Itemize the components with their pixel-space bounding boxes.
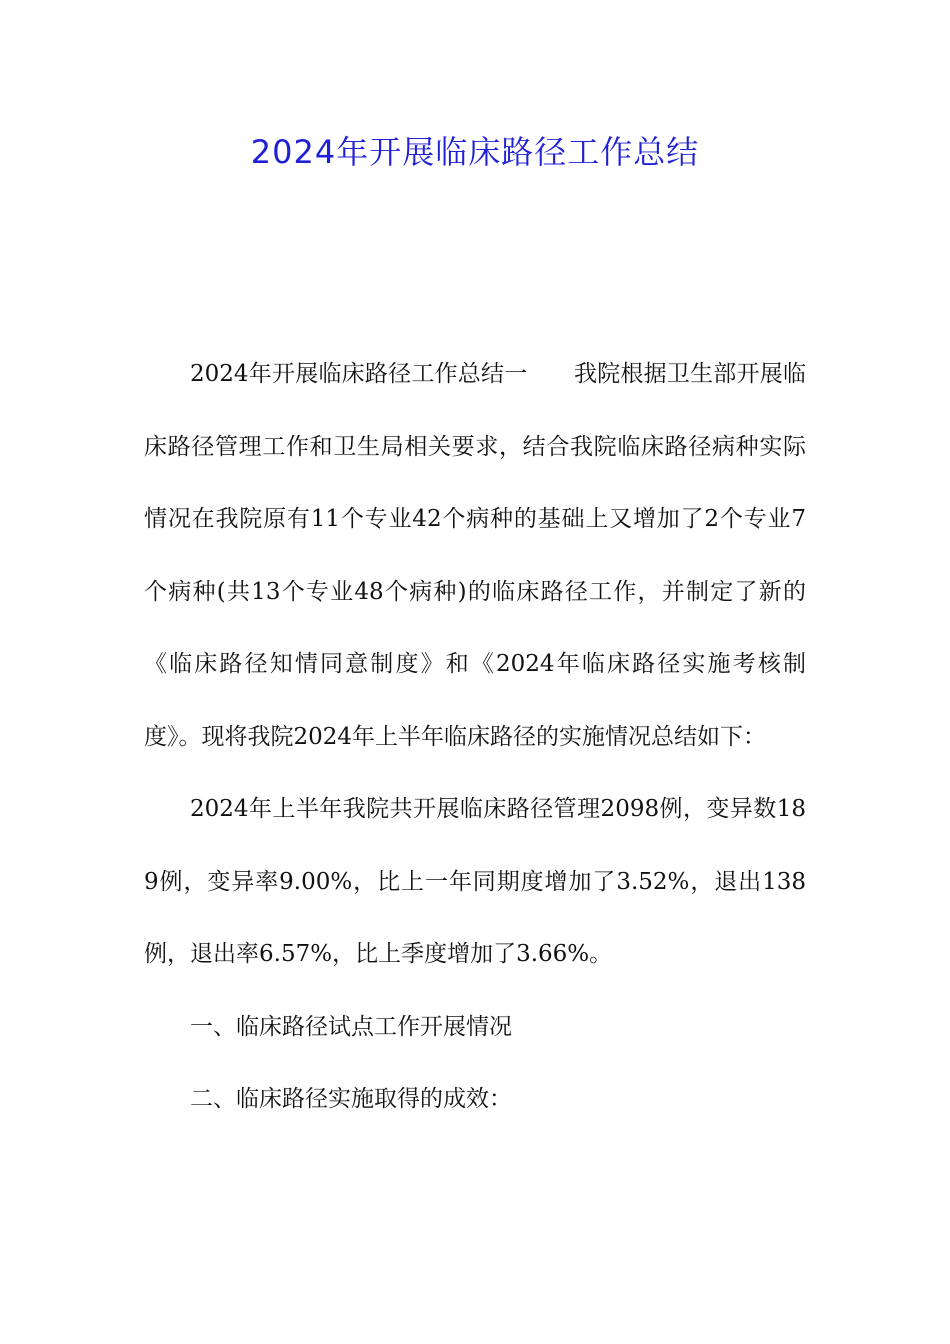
- document-body: [144, 338, 806, 1136]
- statistics-paragraph: 2024年上半年我院共开展临床路径管理2098例，变异数189例，变异率9.00%，比上一年同期度增加了3.52%，退出138例，退出率6.57%，比上季度增加了3.66%。: [144, 796, 806, 967]
- intro-paragraph: 2024年开展临床路径工作总结一 我院根据卫生部开展临床路径管理工作和卫生局相关要求，结合我院临床路径病种实际情况在我院原有11个专业42个病种的基础上又增加了2个专业7个病种(共13个专业48个病种)的临床路径工作，并制定了新的《临床路径知情同意制度》和《2024年临床路径实施考核制度》。现将我院2024年上半年临床路径的实施情况总结如下：: [144, 361, 806, 750]
- document-title: 2024年开展临床路径工作总结: [250, 133, 700, 171]
- section-heading-2: 二、临床路径实施取得的成效：: [190, 1086, 512, 1112]
- section-heading-1: 一、临床路径试点工作开展情况: [190, 1013, 512, 1040]
